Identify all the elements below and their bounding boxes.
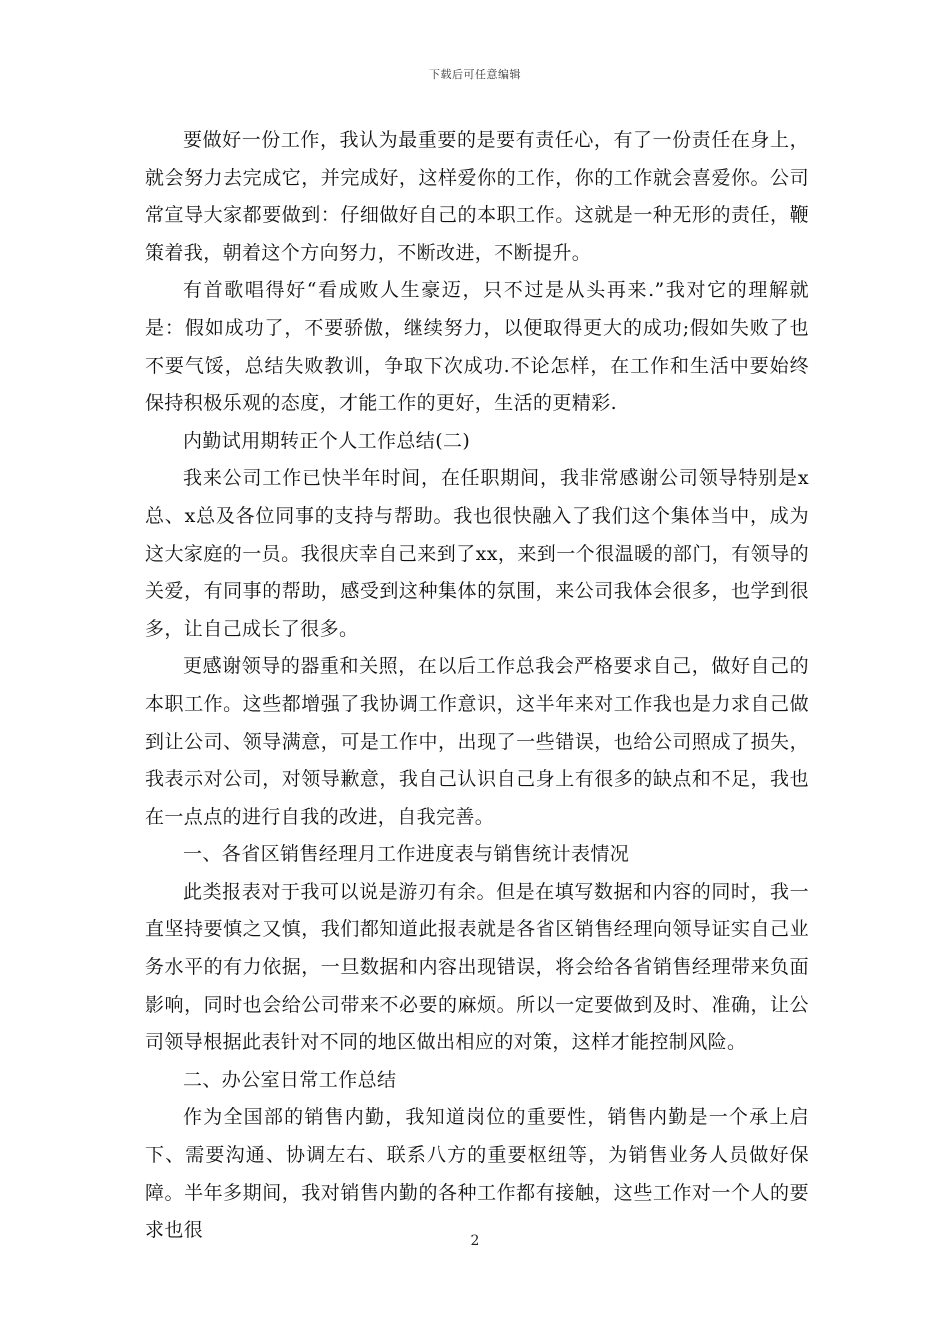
page-header: 下载后可任意编辑 [429,68,521,81]
paragraph-song-quote: 有首歌唱得好“看成败人生豪迈，只不过是从头再来.”我对它的理解就是：假如成功了，不要骄傲，继续努力，以便取得更大的成功;假如失败了也不要气馁，总结失败教训，争取下次成功.不论怎样，在工作和生活中要始终保持积极乐观的态度，才能工作的更好，生活的更精彩. [145,279,809,415]
paragraph-responsibility: 要做好一份工作，我认为最重要的是要有责任心，有了一份责任在身上，就会努力去完成它，并完成好，这样爱你的工作，你的工作就会喜爱你。公司常宣导大家都要做到：仔细做好自己的本职工作。这就是一种无形的责任，鞭策着我，朝着这个方向努力，不断改进，不断提升。 [145,129,809,264]
paragraph-reports: 此类报表对于我可以说是游刃有余。但是在填写数据和内容的同时，我一直坚持要慎之又慎，我们都知道此报表就是各省区销售经理向领导证实自己业务水平的有力依据，一旦数据和内容出现错误，将会给各省销售经理带来负面影响，同时也会给公司带来不必要的麻烦。所以一定要做到及时、准确，让公司领导根据此表针对不同的地区做出相应的对策，这样才能控制风险。 [145,880,809,1054]
paragraph-office-work: 作为全国部的销售内勤，我知道岗位的重要性，销售内勤是一个承上启下、需要沟通、协调左右、联系八方的重要枢纽等，为销售业务人员做好保障。半年多期间，我对销售内勤的各种工作都有接触，这些工作对一个人的要求也很 [145,1106,809,1242]
document-body [145,122,809,1250]
paragraph-thanks: 我来公司工作已快半年时间，在任职期间，我非常感谢公司领导特别是x总、x总及各位同事的支持与帮助。我也很快融入了我们这个集体当中，成为这大家庭的一员。我很庆幸自己来到了xx，来到一个很温暖的部门，有领导的关爱，有同事的帮助，感受到这种集体的氛围，来公司我体会很多，也学到很多，让自己成长了很多。 [145,467,809,640]
heading-sales-reports: 一、各省区销售经理月工作进度表与销售统计表情况 [183,843,630,866]
paragraph-gratitude-leaders: 更感谢领导的器重和关照，在以后工作总我会严格要求自己，做好自己的本职工作。这些都增强了我协调工作意识，这半年来对工作我也是力求自己做到让公司、领导满意，可是工作中，出现了一些错误，也给公司照成了损失，我表示对公司，对领导歉意，我自己认识自己身上有很多的缺点和不足，我也在一点点的进行自我的改进，自我完善。 [145,655,809,828]
section-title: 内勤试用期转正个人工作总结(二) [183,429,471,452]
heading-office-work: 二、办公室日常工作总结 [183,1068,397,1091]
page-number: 2 [470,1233,480,1249]
